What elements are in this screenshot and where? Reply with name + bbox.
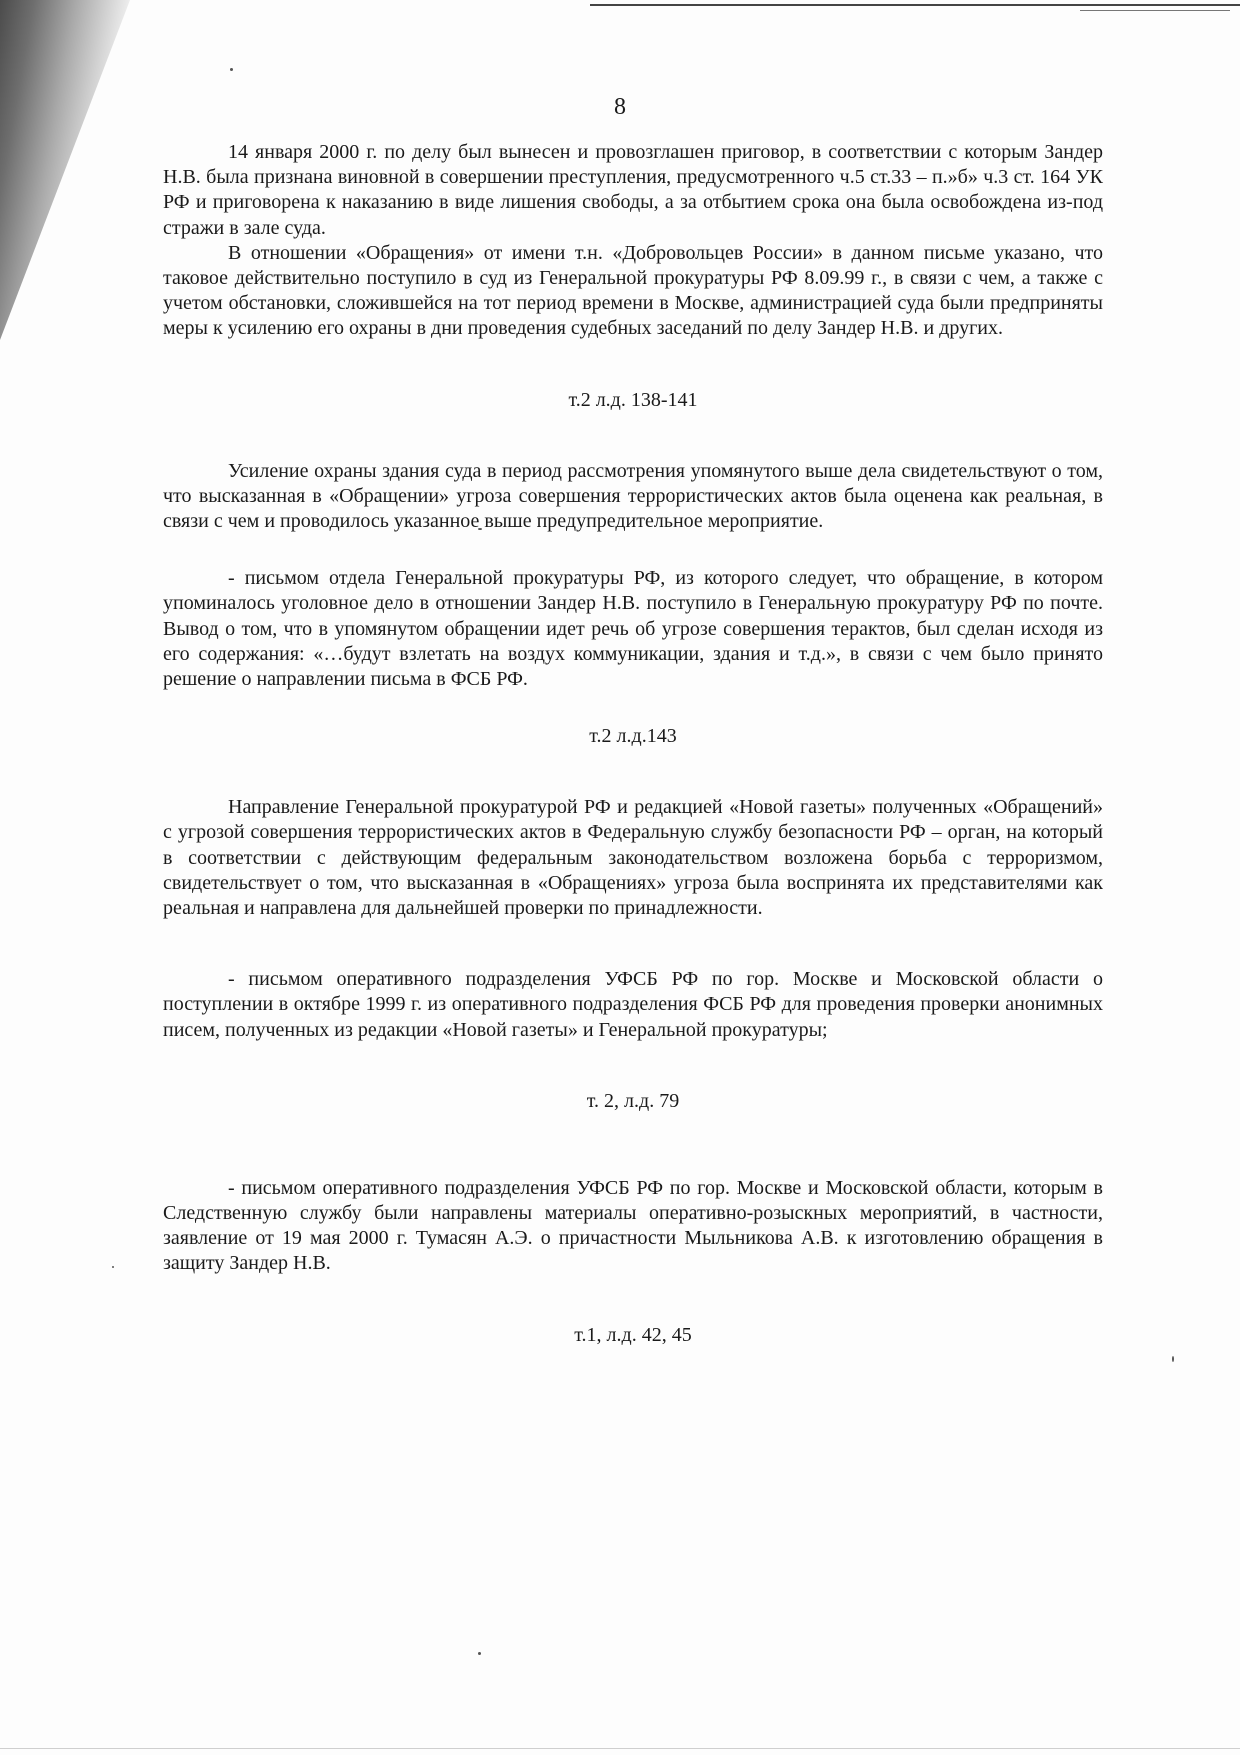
paragraph-court-security: Усиление охраны здания суда в период рассмотрения упомянутого выше дела свидетельствуют о том, что высказанная в «Обращении» угроза совершения террористических актов была оценена как реальная, в связи с чем и проводилось указанное выше предупредительное мероприятие. bbox=[163, 459, 1103, 533]
scan-speck bbox=[478, 1652, 481, 1655]
scan-bottom-line bbox=[0, 1748, 1240, 1749]
scan-edge-shadow bbox=[0, 0, 130, 340]
page-number: 8 bbox=[614, 94, 626, 120]
case-reference: т.2 л.д.143 bbox=[589, 725, 677, 748]
paragraph-verdict: 14 января 2000 г. по делу был вынесен и провозглашен приговор, в соответствии с которым Зандер Н.В. была признана виновной в совершении преступления, предусмотренного ч.5 ст.33 – п.»б» ч.3 ст. 164 УК РФ и приговорена к наказанию в виде лишения свободы, а за отбытием срока она была освобождена из-под стражи в зале суда. bbox=[163, 141, 1103, 239]
paragraph-prosecutor-letter: - письмом отдела Генеральной прокуратуры РФ, из которого следует, что обращение, в котором упоминалось уголовное дело в отношении Зандер Н.В. поступило в Генеральную прокуратуру РФ по почте. Вывод о том, что в упомянутом обращении идет речь об угрозе совершения терактов, был сделан исходя из его содержания: «…будут взлетать на воздух коммуникации, здания и т.д.», в связи с чем было принято решение о направлении письма в ФСБ РФ. bbox=[163, 567, 1103, 691]
case-reference: т.2 л.д. 138-141 bbox=[568, 388, 698, 411]
scan-speck bbox=[1172, 1356, 1174, 1362]
paragraph-ufsb-letter-1: - письмом оперативного подразделения УФСБ РФ по гор. Москве и Московской области о поступлении в октябре 1999 г. из оперативного подразделения ФСБ РФ для проведения проверки анонимных писем, полученных из редакции «Новой газеты» и Генеральной прокуратуры; bbox=[163, 968, 1103, 1041]
case-reference: т.1, л.д. 42, 45 bbox=[574, 1323, 692, 1346]
scan-top-line bbox=[590, 4, 1240, 6]
scan-top-line-secondary bbox=[1080, 10, 1230, 11]
paragraph-ufsb-letter-2: - письмом оперативного подразделения УФСБ РФ по гор. Москве и Московской области, которым в Следственную службу были направлены материалы оперативно-розыскных мероприятий, в частности, заявление от 19 мая 2000 г. Тумасян А.Э. о причастности Мыльникова А.В. к изготовлению обращения в защиту Зандер Н.В. bbox=[163, 1176, 1103, 1275]
paragraph-volunteers-appeal: В отношении «Обращения» от имени т.н. «Добровольцев России» в данном письме указано, что таковое действительно поступило в суд из Генеральной прокуратуры РФ 8.09.99 г., в связи с чем, а также с учетом обстановки, сложившейся на тот период времени в Москве, администрацией суда были предприняты меры к усилению его охраны в дни проведения судебных заседаний по делу Зандер Н.В. и других. bbox=[163, 241, 1103, 340]
scan-speck bbox=[230, 68, 233, 71]
document-body bbox=[163, 140, 1103, 1348]
case-reference: т. 2, л.д. 79 bbox=[586, 1089, 680, 1112]
paragraph-fsb-referral: Направление Генеральной прокуратурой РФ и редакцией «Новой газеты» полученных «Обращений» с угрозой совершения террористических актов в Федеральную службу безопасности РФ – орган, на который в соответствии с действующим федеральным законодательством возложена борьба с терроризмом, свидетельствует о том, что высказанная в «Обращениях» угроза была воспринята их представителями как реальная и направлена для дальнейшей проверки по принадлежности. bbox=[163, 796, 1103, 920]
scan-speck bbox=[112, 1266, 114, 1268]
